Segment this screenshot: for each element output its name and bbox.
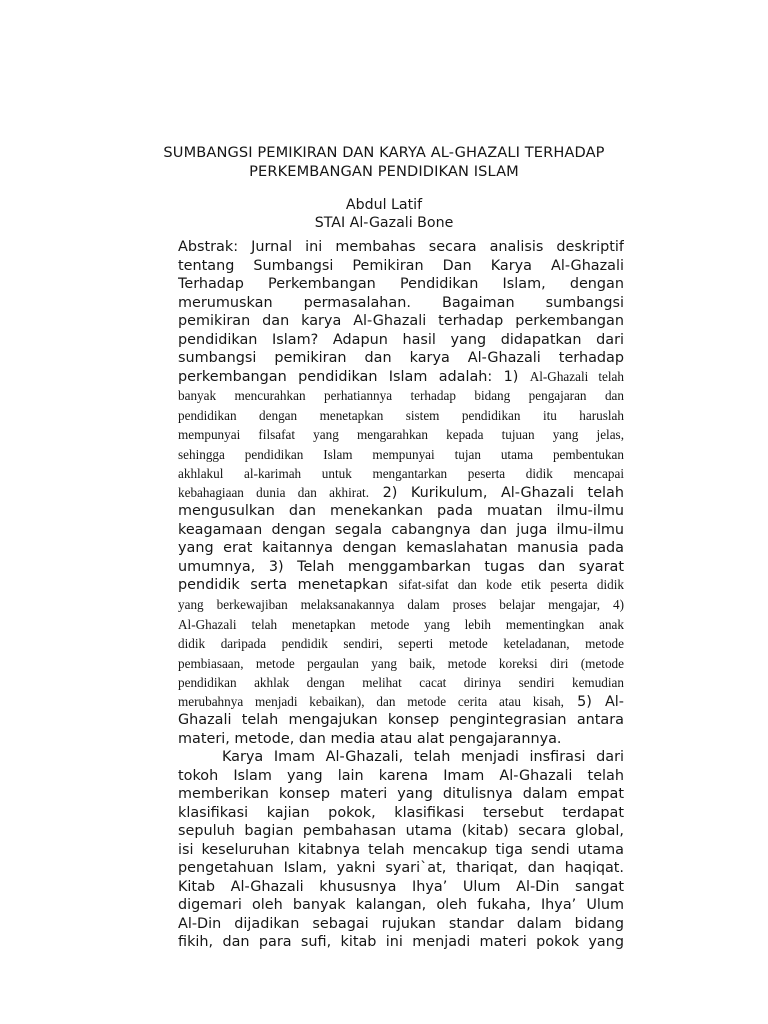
abstract-line-serif-part: kebahagiaan dunia dan akhirat. <box>178 484 370 500</box>
paragraph-line: Karya Imam Al-Ghazali, telah menjadi insfirasi dari <box>222 749 624 766</box>
abstract-line: mengusulkan dan menekankan pada muatan ilmu-ilmu <box>178 503 624 520</box>
abstract-line: sumbangsi pemikiran dan karya Al-Ghazali terhadap <box>178 350 624 366</box>
paragraph-line: tokoh Islam yang lain karena Imam Al-Ghazali telah <box>178 767 624 784</box>
paragraph-line: digemari oleh banyak kalangan, oleh fukaha, Ihya’ Ulum <box>178 897 624 914</box>
paragraph-line: Al-Din dijadikan sebagai rujukan standar dalam bidang <box>178 915 624 932</box>
abstract-line <box>178 368 624 387</box>
abstract-line: pendidikan Islam? Adapun hasil yang didapatkan dari <box>178 331 624 348</box>
author-affiliation: STAI Al-Gazali Bone <box>314 215 454 231</box>
abstract-line: keagamaan dengan segala cabangnya dan juga ilmu-ilmu <box>178 521 624 538</box>
author-name: Abdul Latif <box>345 197 423 213</box>
abstract-body <box>178 238 624 952</box>
abstract-line: akhlakul al-karimah untuk mengantarkan peserta didik mencapai <box>178 466 624 482</box>
abstract-line: pembiasaan, metode pergaulan yang baik, metode koreksi diri (metode <box>178 655 624 671</box>
abstract-line: didik daripada pendidik sendiri, seperti metode keteladanan, metode <box>178 636 624 652</box>
title-line-1: SUMBANGSI PEMIKIRAN DAN KARYA AL-GHAZALI TERHADAP <box>163 144 605 161</box>
paragraph-line: Kitab Al-Ghazali khususnya Ihya’ Ulum Al-Din sangat <box>178 878 624 895</box>
abstract-line-sans-part: 2) Kurikulum, Al-Ghazali telah <box>369 484 624 501</box>
abstract-line: materi, metode, dan media atau alat pengajarannya. <box>178 730 562 747</box>
abstract-line-sans-part: perkembangan pendidikan Islam adalah: 1) <box>178 368 530 385</box>
paragraph-line: pengetahuan Islam, yakni syari`at, thariqat, dan haqiqat. <box>178 860 624 877</box>
abstract-line-sans-part: 5) Al- <box>563 693 624 710</box>
paragraph-line: isi keseluruhan kitabnya telah mencakup tiga sendi utama <box>178 841 624 858</box>
abstract-line: sehingga pendidikan Islam mempunyai tujan utama pembentukan <box>178 446 624 462</box>
paragraph-line: fikih, dan para sufi, kitab ini menjadi materi pokok yang <box>178 934 624 951</box>
abstract-line: banyak mencurahkan perhatiannya terhadap bidang pengajaran dan <box>178 388 624 403</box>
paragraph-line: sepuluh bagian pembahasan utama (kitab) secara global, <box>178 823 624 840</box>
abstract-line: pemikiran dan karya Al-Ghazali terhadap perkembangan <box>178 313 624 329</box>
abstract-line <box>178 484 624 503</box>
abstract-line: Abstrak: Jurnal ini membahas secara analisis deskriptif <box>178 239 624 255</box>
abstract-line: pendidikan dengan menetapkan sistem pendidikan itu haruslah <box>178 407 624 423</box>
author-block <box>110 196 658 232</box>
abstract-line: yang berkewajiban melaksanakannya dalam proses belajar mengajar, 4) <box>178 596 624 612</box>
abstract-line: Al-Ghazali telah menetapkan metode yang lebih mementingkan anak <box>178 616 624 632</box>
abstract-line-serif-part: Al-Ghazali telah <box>529 368 624 384</box>
abstract-line: Terhadap Perkembangan Pendidikan Islam, dengan <box>178 276 624 292</box>
abstract-line <box>178 693 624 712</box>
paragraph-line: klasifikasi kajian pokok, klasifikasi tersebut terdapat <box>178 804 624 821</box>
paper-title <box>110 143 658 181</box>
abstract-line: tentang Sumbangsi Pemikiran Dan Karya Al-Ghazali <box>178 257 624 274</box>
abstract-line: yang erat kaitannya dengan kemaslahatan manusia pada <box>178 540 624 557</box>
abstract-line: pendidikan akhlak dengan melihat cacat dirinya sendiri kemudian <box>178 675 624 691</box>
abstract-line: merumuskan permasalahan. Bagaiman sumbangsi <box>178 294 624 311</box>
abstract-line-serif-part: merubahnya menjadi kebaikan), dan metode cerita atau kisah, <box>178 693 564 709</box>
abstract-line-serif-part: sifat-sifat dan kode etik peserta didik <box>398 577 624 593</box>
abstract-line: Ghazali telah mengajukan konsep pengintegrasian antara <box>178 712 624 729</box>
abstract-line: umumnya, 3) Telah menggambarkan tugas dan syarat <box>178 558 624 575</box>
paragraph-line: memberikan konsep materi yang ditulisnya dalam empat <box>178 786 624 803</box>
abstract-line-sans-part: pendidik serta menetapkan <box>178 577 399 594</box>
abstract-line: mempunyai filsafat yang mengarahkan kepada tujuan yang jelas, <box>178 427 624 443</box>
abstract-line <box>178 576 624 595</box>
title-line-2: PERKEMBANGAN PENDIDIKAN ISLAM <box>249 163 519 180</box>
